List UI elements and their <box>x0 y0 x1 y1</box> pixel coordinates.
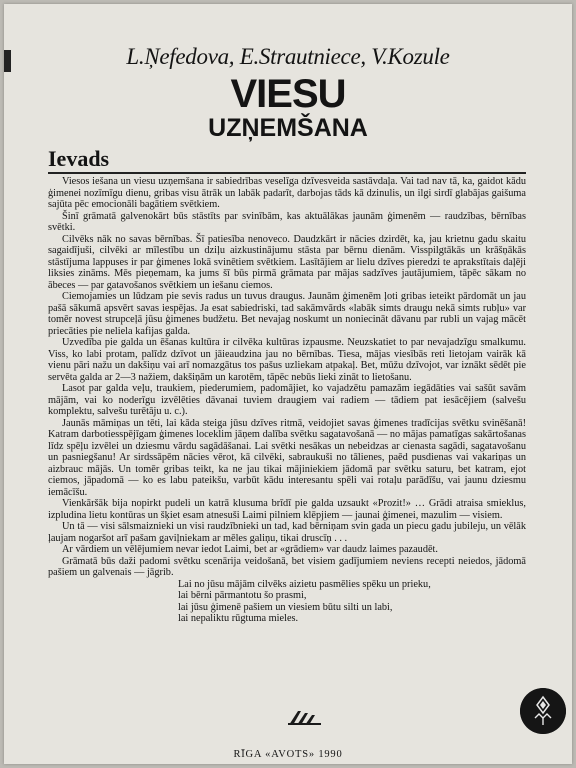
publisher-logo-icon <box>287 710 323 726</box>
closing-verse <box>48 579 526 625</box>
section-heading: Ievads <box>48 146 110 171</box>
paragraph: Viesos iešana un viesu uzņemšana ir sabiedrības veselīga dzīvesveida sastāvdaļa. Vai tad nav tā, ka, gaidot kādu ģimenei nozīmīgu dienu, gribas visu ātrāk un labāk padarīt, darbojas tāds kā dzinulis, un ilgi sirdī glabājas gaišuma sajūta pēc emocionāli bagātiem svētkiem. <box>48 176 526 210</box>
book-page <box>4 4 572 764</box>
paragraph: Cilvēks nāk no savas bērnības. Šī patiesība nenoveco. Daudzkārt ir nācies dzirdēt, ka, jau krietnu gadu skaitu sagaidījuši, cilvēki ar mīlestību un dziļu aizkustinājumu stāsta par bērnu dienām. Visspilgtākās un krāšņākās stāstījuma lappuses ir par ģimenes lokā svinētiem svētkiem. Lasītājiem ar lielu dzīves pieredzi te aprakstītais daļēji liksies zināms. Mēs pieņemam, ka jums šī būs pirmā grāmata par mājas sadzīves jautājumiem, tāpēc sākam no ābeces — par gatavošanos svētkiem un iešanu ciemos. <box>48 233 526 291</box>
verse-line: Lai no jūsu mājām cilvēks aizietu pasmēlies spēku un prieku, <box>178 578 431 590</box>
publisher-line: RĪGA «AVOTS» 1990 <box>233 749 343 760</box>
authors: L.Ņefedova, E.Strautniece, V.Kozule <box>126 44 450 69</box>
heading-divider <box>48 172 526 174</box>
verse-line: lai nepaliktu rūgtuma mieles. <box>178 613 299 624</box>
paragraph: Lasot par galda veļu, traukiem, piederumiem, padomājiet, ko vajadzētu pamazām iegādāties vai sašūt savām mājām, vai ko noderīgu izvēlēties dāvanai tuviem draugiem vai radiem — tādiem pat iesācējiem (salvešu komplektu, salvešu turētāju u. c.). <box>48 383 526 417</box>
watermark-icon <box>520 688 566 734</box>
paragraph: Vienkāršāk bija nopirkt pudeli un katrā klusuma brīdī pie galda uzsaukt «Prozit!» … Grādi atraisa smieklus, izpludina lietu kontūras un šķiet esam atnesuši Laimi pilniem klēpjiem — jaunai ģimenei, mazulim — visiem. <box>48 498 526 521</box>
paragraph: Grāmatā būs daži padomi svētku scenārija veidošanā, bet visiem gadījumiem neviens recepti neiedos, jādomā pašiem un galvenais — jāgrib. <box>48 555 526 578</box>
paragraph: Un tā — visi sālsmaiznieki un visi raudzībnieki un tad, kad bērniņam svin gada un piecu gadu jubileju, un vēlāk ļaujam nogaršot arī pašam gaviļniekam ar mēles galiņu, tikai druscīņ . . . <box>48 521 526 544</box>
verse-line: lai bērni pārmantotu šo prasmi, <box>178 590 307 601</box>
book-title-line-1: VIESU <box>230 72 346 116</box>
verse-line: lai jūsu ģimenē pašiem un viesiem būtu silti un labi, <box>178 601 393 613</box>
paragraph: Jaunās māmiņas un tēti, lai kāda steiga jūsu dzīves ritmā, veidojiet savas ģimenes tradīcijas svētku svinēšanā! Katram darbotiesspējīgam ģimenes loceklim jāņem dalība svētku sagatavošanā — no mājas pamatīgas sakārtošanas līdz spēļu izvēlei un dziesmu vārdu sagādāšanai. Lai svētki nesākas un nebeidzas ar cienasta sagādi, sagatavošanu un pasniegšanu! Ar sirdssāpēm nācies vērot, kā cilvēki, sabraukuši no tālienes, paēd pusdienas vai vakariņas un aizbrauc mājās. Un tomēr gribas teikt, ka ne jau tikai mājiniekiem jādomā par svētku saturu, bet katram, ejot ciemos, jāpadomā — ko es labu pateikšu, varbūt kādu interesantu spēli vai rotaļu parādīšu, vai jaunu dziesmu iemācīšu. <box>48 417 526 498</box>
paragraph: Uzvedība pie galda un ēšanas kultūra ir cilvēka kultūras izpausme. Neuzskatiet to par nevajadzīgu smalkumu. Viss, ko labi protam, palīdz dzīvot un jāieaudzina jau no bērnības. Tiesa, mājas viesībās reti lietojam vairāk kā vienu pāri nažu un dakšiņu vai arī nomazgātus tos pašus uzliekam atpakaļ. Bet, mūžu dzīvojot, var iznākt sēdēt pie servēta galda ar 2—3 nažiem, dakšiņām un karotēm, tāpēc nebūs lieki zināt to lietošanu. <box>48 337 526 383</box>
paragraph: Ciemojamies un lūdzam pie sevis radus un tuvus draugus. Jaunām ģimenēm ļoti gribas ieteikt pārdomāt un jau pašā sākumā apsvērt savas iespējas. Ja esat sabiedriski, tad sakāmvārds «labāk simts draugu nekā simts rubļu» var tomēr novest strupceļā jūsu ģimenes budžetu. Bet nevajag noskumt un noniecināt dāvanu par rubli un vajag mācēt priecāties pie neliela kafijas galda. <box>48 291 526 337</box>
paragraph: Šinī grāmatā galvenokārt būs stāstīts par svinībām, kas aktuālākas jaunām ģimenēm — raudzības, bērnības svētki. <box>48 210 526 233</box>
body-text <box>48 176 526 625</box>
book-title-line-2: UZŅEMŠANA <box>208 114 368 142</box>
paragraph: Ar vārdiem un vēlējumiem nevar iedot Laimi, bet ar «grādiem» var daudz laimes pazaudēt. <box>62 544 438 555</box>
